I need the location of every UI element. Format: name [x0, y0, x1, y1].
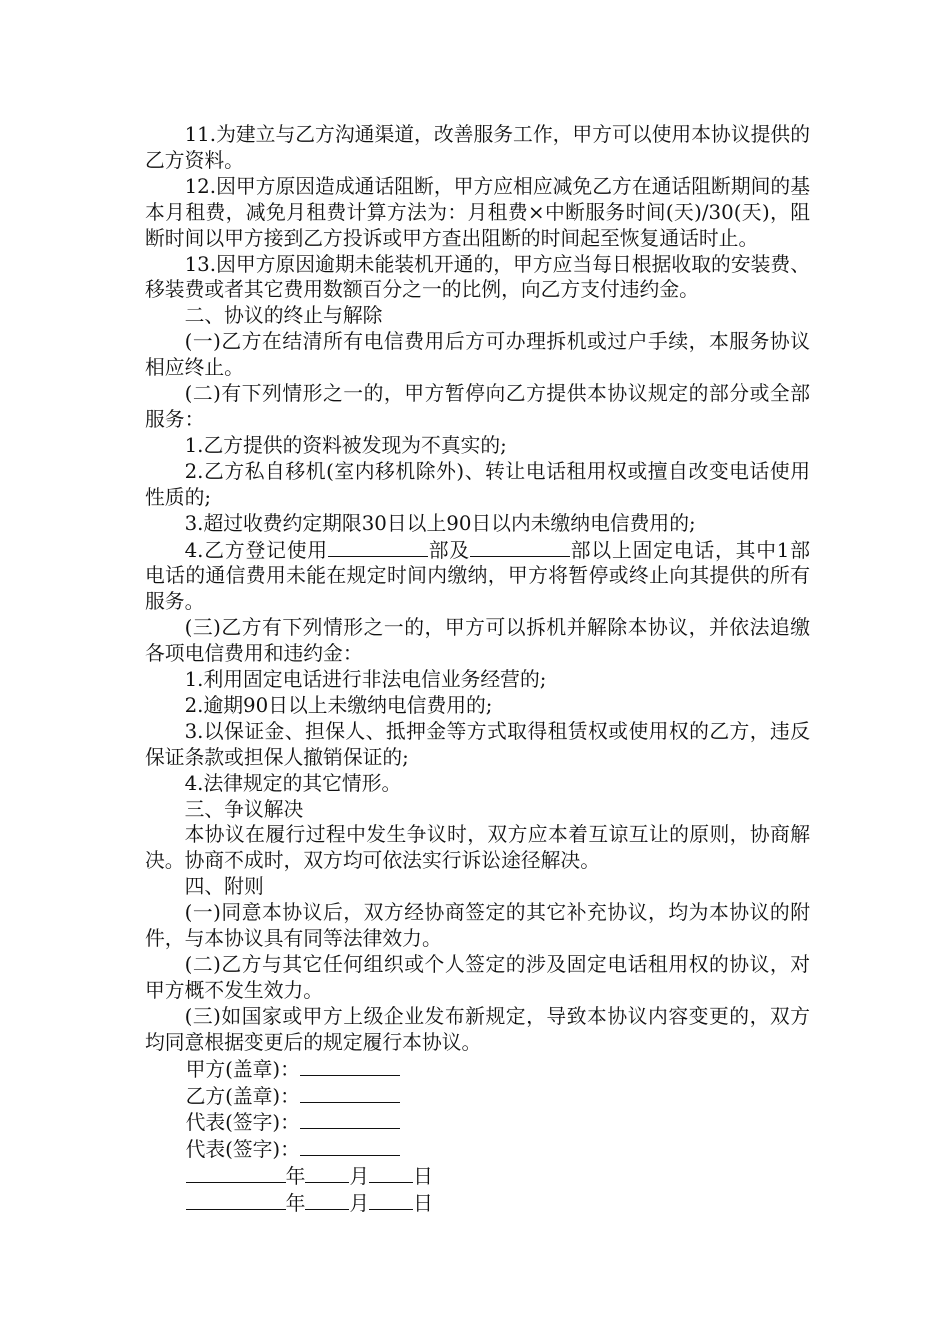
- date-2-month-label: 月: [349, 1192, 370, 1216]
- party-b-seal-blank: [300, 1083, 400, 1103]
- date-1-month-blank: [305, 1163, 349, 1183]
- date-line-2: [145, 1190, 810, 1217]
- representative-1-label: 代表(签字)：: [185, 1111, 300, 1135]
- representative-1-line: [145, 1109, 810, 1136]
- date-2-year-label: 年: [285, 1192, 306, 1216]
- suspension-case-4-part3: 部以上固定电话，其中1部电话的通信费用未能在规定时间内缴纳，甲方将暂停或终止向其提供的所有服务。: [145, 538, 810, 614]
- document-page: [145, 122, 810, 1217]
- dismantle-case-2: 2.逾期90日以上未缴纳电信费用的;: [184, 693, 493, 717]
- phone-count-blank-1: [328, 537, 428, 557]
- suspension-case-4: [145, 537, 810, 616]
- representative-2-label: 代表(签字)：: [185, 1138, 300, 1162]
- phone-count-blank-2: [470, 537, 570, 557]
- suspension-case-1: 1.乙方提供的资料被发现为不真实的;: [184, 433, 507, 457]
- representative-2-line: [145, 1136, 810, 1163]
- clause-11: 11.为建立与乙方沟通渠道，改善服务工作，甲方可以使用本协议提供的乙方资料。: [145, 123, 810, 172]
- termination-item-2: (二)有下列情形之一的，甲方暂停向乙方提供本协议规定的部分或全部服务：: [145, 382, 810, 431]
- date-1-year-blank: [186, 1163, 286, 1183]
- appendix-item-2: (二)乙方与其它任何组织或个人签定的涉及固定电话租用权的协议，对甲方概不发生效力。: [145, 953, 810, 1002]
- appendix-item-3: (三)如国家或甲方上级企业发布新规定，导致本协议内容变更的，双方均同意根据变更后的规定履行本协议。: [145, 1004, 810, 1054]
- date-1-day-blank: [369, 1163, 413, 1183]
- dismantle-case-3: 3.以保证金、担保人、抵押金等方式取得租赁权或使用权的乙方，违反保证条款或担保人撤销保证的;: [145, 719, 810, 769]
- suspension-case-4-part1: 4.乙方登记使用: [184, 538, 328, 562]
- date-line-1: [145, 1163, 810, 1190]
- representative-1-blank: [300, 1109, 400, 1129]
- date-2-year-blank: [186, 1190, 286, 1210]
- clause-12: 12.因甲方原因造成通话阻断，甲方应相应减免乙方在通话阻断期间的基本月租费，减免月租费计算方法为：月租费×中断服务时间(天)/30(天)，阻断时间以甲方接到乙方投诉或甲方查出阻断的时间起至恢复通话时止。: [145, 174, 810, 250]
- dismantle-case-4: 4.法律规定的其它情形。: [184, 771, 402, 795]
- date-2-month-blank: [305, 1190, 349, 1210]
- suspension-case-3: 3.超过收费约定期限30日以上90日以内未缴纳电信费用的;: [184, 511, 696, 535]
- date-1-month-label: 月: [349, 1165, 370, 1189]
- date-2-day-blank: [369, 1190, 413, 1210]
- appendix-item-1: (一)同意本协议后，双方经协商签定的其它补充协议，均为本协议的附件，与本协议具有同等法律效力。: [145, 901, 810, 951]
- date-1-day-label: 日: [413, 1165, 433, 1189]
- suspension-case-4-part2: 部及: [427, 538, 470, 562]
- section-heading-appendix: 四、附则: [184, 875, 264, 899]
- dispute-clause: 本协议在履行过程中发生争议时，双方应本着互谅互让的原则，协商解决。协商不成时，双方均可依法实行诉讼途径解决。: [145, 823, 810, 873]
- termination-item-1: (一)乙方在结清所有电信费用后方可办理拆机或过户手续，本服务协议相应终止。: [145, 330, 810, 380]
- termination-item-3: (三)乙方有下列情形之一的，甲方可以拆机并解除本协议，并依法追缴各项电信费用和违约金：: [145, 616, 810, 666]
- clause-13: 13.因甲方原因逾期未能装机开通的，甲方应当每日根据收取的安装费、移装费或者其它费用数额百分之一的比例，向乙方支付违约金。: [145, 252, 810, 302]
- party-b-seal-label: 乙方(盖章)：: [185, 1084, 300, 1108]
- date-1-year-label: 年: [285, 1165, 306, 1189]
- section-heading-dispute: 三、争议解决: [184, 797, 304, 821]
- party-b-seal-line: [145, 1083, 810, 1110]
- section-heading-termination: 二、协议的终止与解除: [184, 304, 383, 328]
- suspension-case-2: 2.乙方私自移机(室内移机除外)、转让电话租用权或擅自改变电话使用性质的;: [145, 459, 810, 509]
- representative-2-blank: [300, 1136, 400, 1156]
- party-a-seal-label: 甲方(盖章)：: [185, 1057, 300, 1081]
- date-2-day-label: 日: [413, 1192, 433, 1216]
- party-a-seal-line: [145, 1056, 810, 1083]
- party-a-seal-blank: [300, 1056, 400, 1076]
- dismantle-case-1: 1.利用固定电话进行非法电信业务经营的;: [184, 668, 547, 692]
